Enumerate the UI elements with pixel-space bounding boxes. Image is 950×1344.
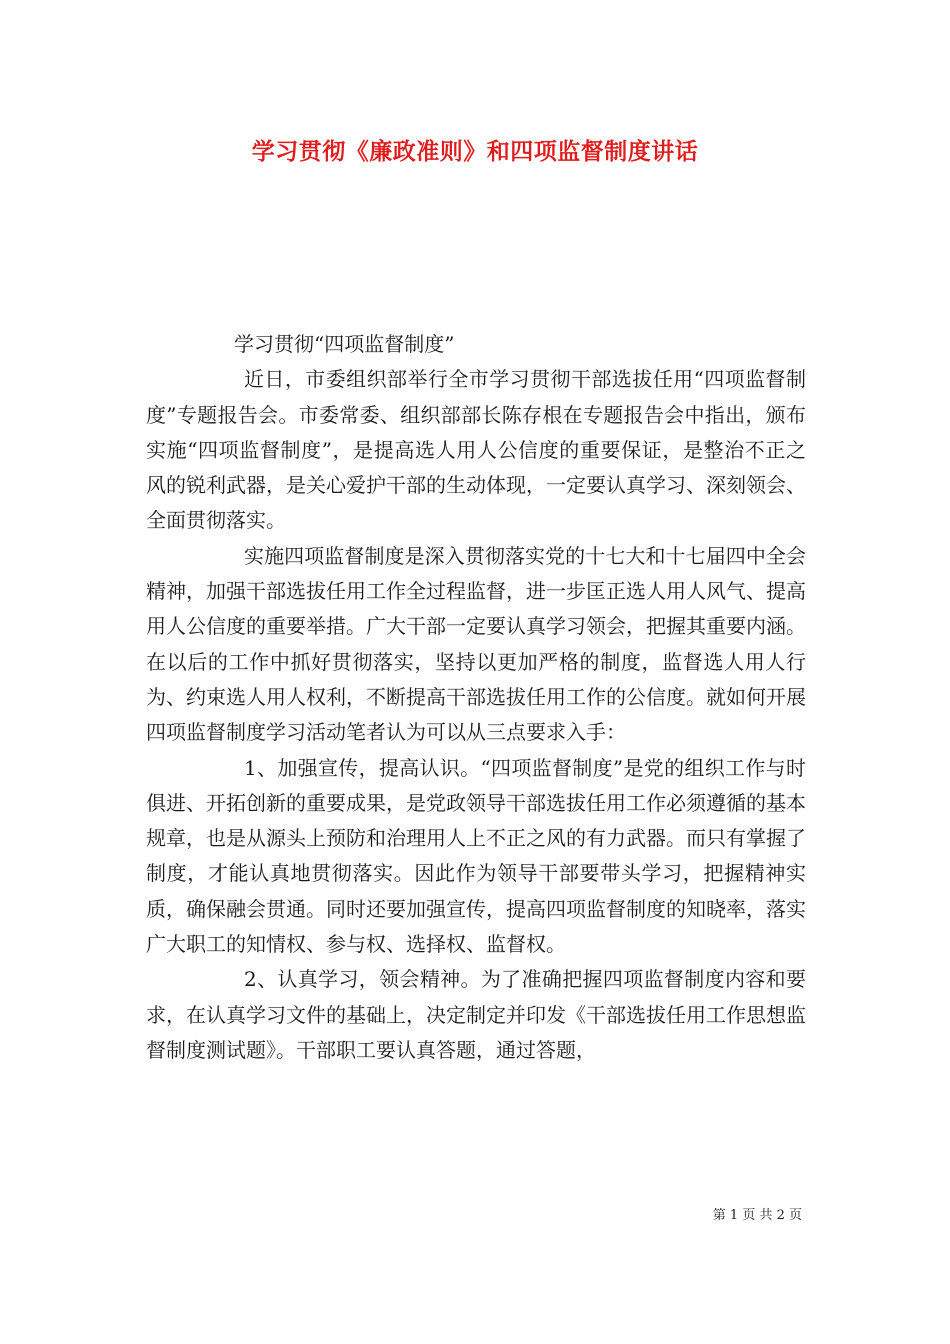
paragraph-3: 1、加强宣传，提高认识。“四项监督制度”是党的组织工作与时俱进、开拓创新的重要成果，是党政领导干部选拔任用工作必须遵循的基本规章，也是从源头上预防和治理用人上不正之风的有力武器。而只有掌握了制度，才能认真地贯彻落实。因此作为领导干部要带头学习，把握精神实质，确保融会贯通。同时还要加强宣传，提高四项监督制度的知晓率，落实广大职工的知情权、参与权、选择权、监督权。 <box>146 755 806 957</box>
paragraph-1: 近日，市委组织部举行全市学习贯彻干部选拔任用“四项监督制度”专题报告会。市委常委、组织部部长陈存根在专题报告会中指出，颁布实施“四项监督制度”，是提高选人用人公信度的重要保证，是整治不正之风的锐利武器，是关心爱护干部的生动体现，一定要认真学习、深刻领会、全面贯彻落实。 <box>146 367 806 533</box>
section-subheading: 学习贯彻“四项监督制度” <box>234 332 455 356</box>
paragraph-4: 2、认真学习，领会精神。为了准确把握四项监督制度内容和要求，在认真学习文件的基础上，决定制定并印发《干部选拔任用工作思想监督制度测试题》。干部职工要认真答题，通过答题， <box>146 967 806 1062</box>
document-title: 学习贯彻《廉政准则》和四项监督制度讲话 <box>251 138 699 165</box>
paragraph-2: 实施四项监督制度是深入贯彻落实党的十七大和十七届四中全会精神，加强干部选拔任用工作全过程监督，进一步匡正选人用人风气、提高用人公信度的重要举措。广大干部一定要认真学习领会，把握其重要内涵。在以后的工作中抓好贯彻落实，坚持以更加严格的制度，监督选人用人行为、约束选人用人权利，不断提高干部选拔任用工作的公信度。就如何开展四项监督制度学习活动笔者认为可以从三点要求入手： <box>146 543 806 745</box>
page-number-footer: 第 1 页 共 2 页 <box>712 1208 802 1223</box>
document-body <box>146 327 806 1068</box>
